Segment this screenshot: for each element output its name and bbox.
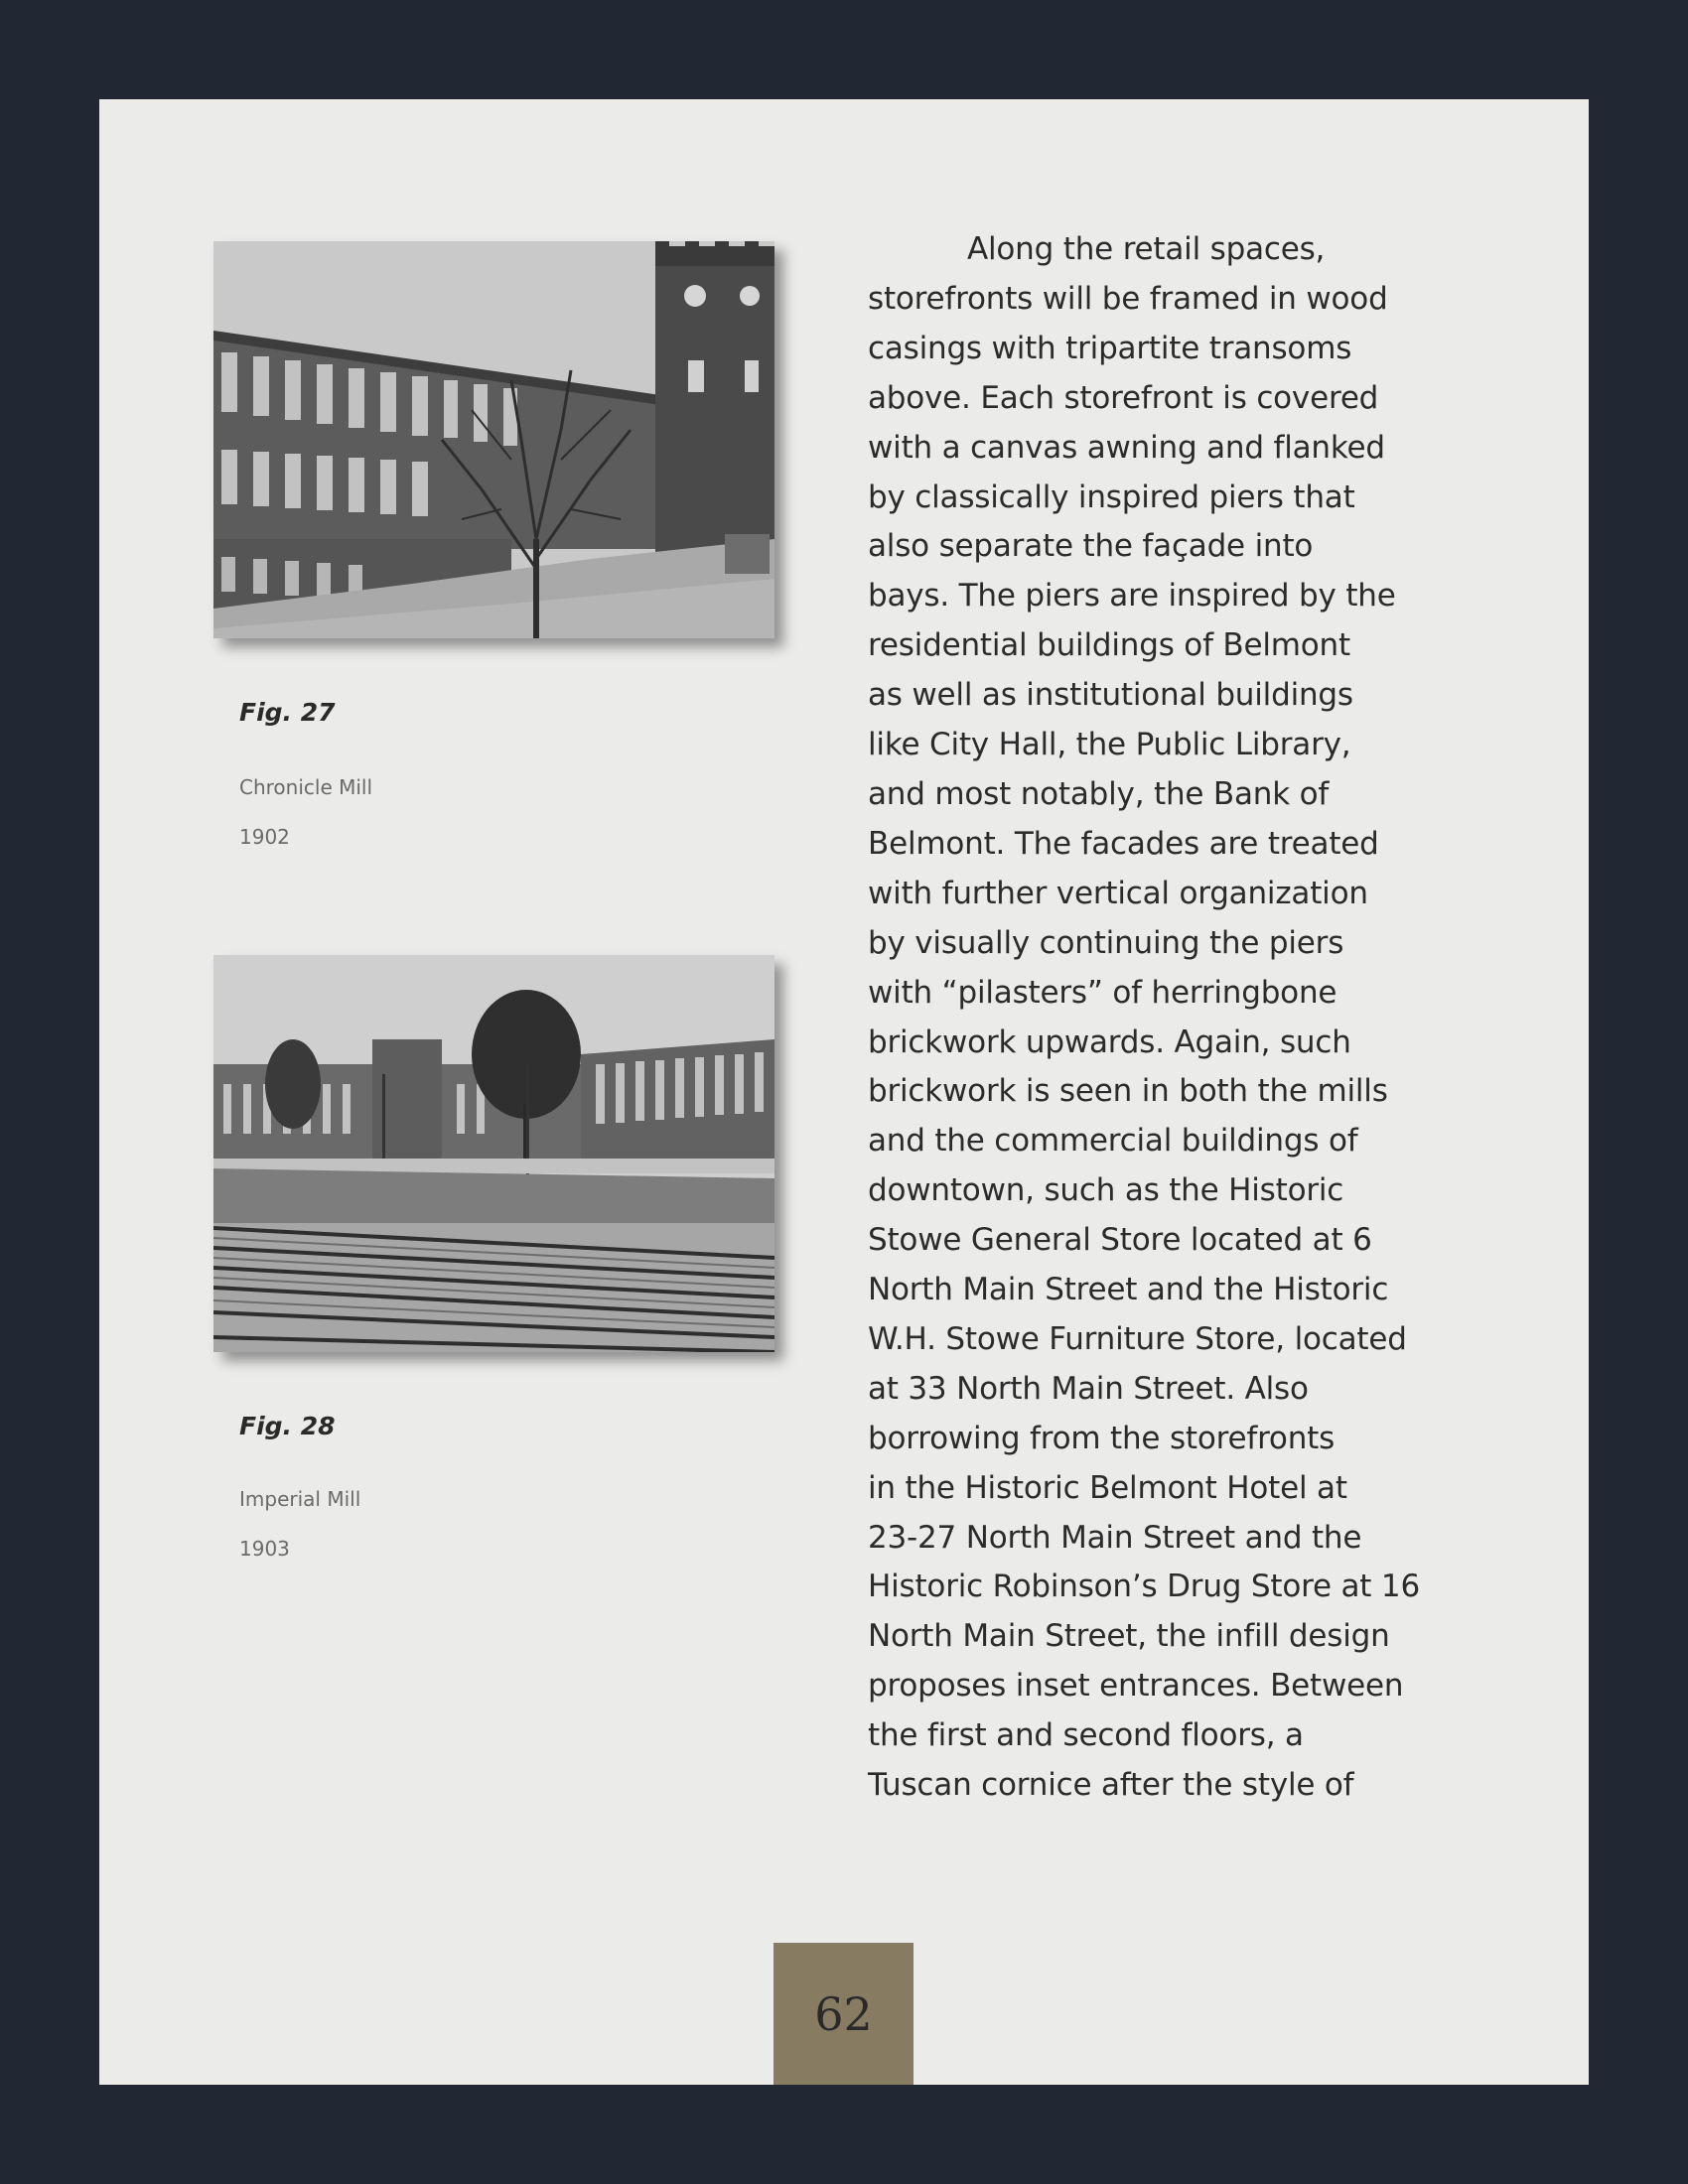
chronicle-mill-photo xyxy=(213,241,774,638)
body-line: by visually continuing the piers xyxy=(868,924,1344,961)
body-line: Tuscan cornice after the style of xyxy=(868,1767,1354,1804)
figure-caption-year: 1903 xyxy=(239,1537,290,1561)
body-line: Historic Robinson’s Drug Store at 16 xyxy=(868,1569,1420,1605)
body-line: at 33 North Main Street. Also xyxy=(868,1370,1309,1407)
body-line: casings with tripartite transoms xyxy=(868,330,1352,366)
body-line: with a canvas awning and flanked xyxy=(868,429,1385,466)
document-page xyxy=(99,99,1589,2085)
body-line: bays. The piers are inspired by the xyxy=(868,578,1396,614)
body-line: also separate the façade into xyxy=(868,528,1314,565)
body-line: and the commercial buildings of xyxy=(868,1123,1358,1160)
body-line: proposes inset entrances. Between xyxy=(868,1668,1404,1705)
body-line: above. Each storefront is covered xyxy=(868,379,1379,416)
figure-label: Fig. 28 xyxy=(239,1412,336,1440)
body-line: brickwork is seen in both the mills xyxy=(868,1073,1388,1110)
body-line: 23-27 North Main Street and the xyxy=(868,1519,1362,1556)
body-line: Stowe General Store located at 6 xyxy=(868,1222,1372,1259)
body-line: by classically inspired piers that xyxy=(868,478,1355,515)
page-number-box xyxy=(774,1943,914,2085)
body-line: North Main Street and the Historic xyxy=(868,1272,1389,1308)
figure-label: Fig. 27 xyxy=(239,698,336,727)
body-line: and most notably, the Bank of xyxy=(868,775,1330,812)
body-line: Along the retail spaces, xyxy=(967,231,1326,267)
body-line: with “pilasters” of herringbone xyxy=(868,974,1337,1011)
figure-caption-name: Imperial Mill xyxy=(239,1487,361,1511)
figure-caption-name: Chronicle Mill xyxy=(239,775,373,799)
body-line: like City Hall, the Public Library, xyxy=(868,727,1351,763)
body-line: in the Historic Belmont Hotel at xyxy=(868,1469,1347,1506)
body-line: the first and second floors, a xyxy=(868,1717,1304,1754)
body-line: residential buildings of Belmont xyxy=(868,627,1350,664)
page-number: 62 xyxy=(814,1986,873,2041)
body-line: Belmont. The facades are treated xyxy=(868,825,1379,862)
body-text xyxy=(868,225,1483,1811)
body-line: as well as institutional buildings xyxy=(868,677,1353,714)
body-line: with further vertical organization xyxy=(868,875,1368,911)
imperial-mill-photo xyxy=(213,955,774,1352)
body-line: W.H. Stowe Furniture Store, located xyxy=(868,1320,1407,1357)
body-line: storefronts will be framed in wood xyxy=(868,280,1388,317)
figure-caption-year: 1902 xyxy=(239,825,290,849)
body-line: North Main Street, the infill design xyxy=(868,1618,1390,1655)
body-line: brickwork upwards. Again, such xyxy=(868,1024,1351,1060)
body-line: downtown, such as the Historic xyxy=(868,1172,1344,1209)
body-line: borrowing from the storefronts xyxy=(868,1420,1336,1456)
